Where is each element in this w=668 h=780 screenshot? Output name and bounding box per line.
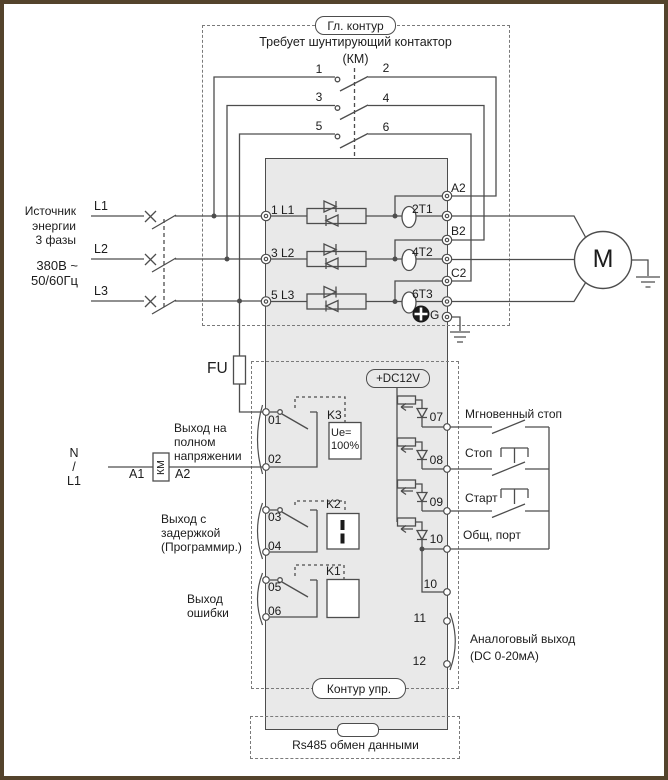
- full-voltage-line1: Выход на: [174, 421, 227, 435]
- contact-number-1: 1: [315, 62, 323, 76]
- dc12v-tag: +DC12V: [366, 369, 430, 388]
- terminal-01-label: 01: [268, 413, 282, 427]
- full-voltage-line3: напряжении: [174, 449, 242, 463]
- contact-number-3: 3: [315, 90, 323, 104]
- terminal-g-label: G: [430, 308, 440, 322]
- fuse-label: FU: [207, 360, 228, 377]
- relay-k1-label: K1: [326, 564, 341, 578]
- rs485-label: Rs485 обмен данными: [292, 738, 419, 752]
- km-coil-symbol: [153, 453, 169, 481]
- terminal-2t1-label: 2T1: [412, 202, 433, 216]
- terminal-3l2-label: 3 L2: [271, 246, 295, 260]
- k3-setting-line2: 100%: [331, 440, 360, 452]
- terminal-09-label: 09: [429, 495, 443, 509]
- contact-number-5: 5: [315, 119, 323, 133]
- full-voltage-output-label: [174, 421, 242, 463]
- terminal-6t3-label: 6T3: [412, 287, 433, 301]
- terminal-c2-label: C2: [451, 266, 467, 280]
- slash-label: /: [72, 460, 76, 474]
- power-source-line2: энергии: [32, 218, 76, 233]
- terminal-5l3-label: 5 L3: [271, 288, 295, 302]
- analog-output-label: [470, 631, 575, 664]
- l1-alt-label: L1: [67, 474, 81, 488]
- km-note: (КМ): [342, 52, 369, 66]
- n-label: N: [69, 446, 79, 460]
- error-line2: ошибки: [187, 606, 229, 620]
- km-a1-label: A1: [129, 467, 145, 481]
- delayed-output-label: [161, 512, 242, 554]
- relay-k2-label: K2: [326, 497, 341, 511]
- terminal-11-label: 11: [413, 611, 426, 625]
- instant-stop-label: Мгновенный стоп: [465, 407, 563, 421]
- stop-label: Стоп: [465, 446, 493, 460]
- km-a2-label: A2: [175, 467, 191, 481]
- motor-label: M: [592, 245, 614, 273]
- terminal-06-label: 06: [268, 604, 282, 618]
- terminal-08-label: 08: [429, 453, 443, 467]
- power-source-line3: 3 фазы: [35, 233, 76, 247]
- terminal-b2-label: B2: [451, 224, 466, 238]
- error-line1: Выход: [187, 592, 223, 606]
- k3-setting-label: [331, 427, 359, 453]
- common-port-label: Общ, порт: [463, 528, 521, 542]
- contact-number-2: 2: [382, 61, 390, 75]
- terminal-02-label: 02: [268, 452, 282, 466]
- terminal-10-label: 10: [429, 532, 443, 546]
- terminal-a2-label: A2: [451, 181, 466, 195]
- k3-setting-line1: Ue=: [331, 427, 352, 439]
- analog-line1: Аналоговый выход: [470, 632, 576, 646]
- phase-l2-label: L2: [94, 242, 108, 256]
- voltage-label: 380В ~: [36, 258, 78, 273]
- main-circuit-tag: Гл. контур: [315, 16, 396, 35]
- contact-number-4: 4: [382, 91, 390, 105]
- analog-line2: (DC 0-20мА): [470, 648, 539, 663]
- terminal-05-label: 05: [268, 580, 282, 594]
- voltage-rating-label: [14, 258, 78, 288]
- full-voltage-line2: полном: [174, 435, 216, 449]
- shunt-contactor-note: Требует шунтирующий контактор: [259, 35, 452, 49]
- neutral-supply-label: [62, 446, 86, 488]
- fuse-wiring: [234, 301, 263, 412]
- terminal-07-label: 07: [429, 410, 443, 424]
- km-coil-label: КМ: [154, 459, 167, 475]
- delayed-line2: задержкой: [161, 526, 221, 540]
- terminal-03-label: 03: [268, 510, 282, 524]
- contact-number-6: 6: [382, 120, 390, 134]
- terminal-12-label: 12: [412, 654, 426, 668]
- power-source-line1: Источник: [24, 204, 76, 218]
- terminal-04-label: 04: [268, 539, 282, 553]
- error-output-label: [187, 592, 229, 620]
- delayed-line1: Выход с: [161, 512, 207, 526]
- rs485-connector: [337, 723, 379, 737]
- terminal-4t2-label: 4T2: [412, 245, 433, 259]
- ground-terminal-area: [413, 306, 471, 343]
- relay-k3-label: K3: [327, 408, 342, 422]
- terminal-1l1-label: 1 L1: [271, 203, 295, 217]
- phase-l1-label: L1: [94, 199, 108, 213]
- supply-lines: [91, 211, 261, 314]
- control-circuit-tag: Контур упр.: [312, 678, 406, 699]
- terminal-10b-label: 10: [423, 577, 437, 591]
- start-label: Старт: [465, 491, 498, 505]
- frequency-label: 50/60Гц: [30, 273, 78, 288]
- delayed-line3: (Программир.): [161, 540, 242, 554]
- power-source-label: [14, 204, 76, 248]
- phase-l3-label: L3: [94, 284, 108, 298]
